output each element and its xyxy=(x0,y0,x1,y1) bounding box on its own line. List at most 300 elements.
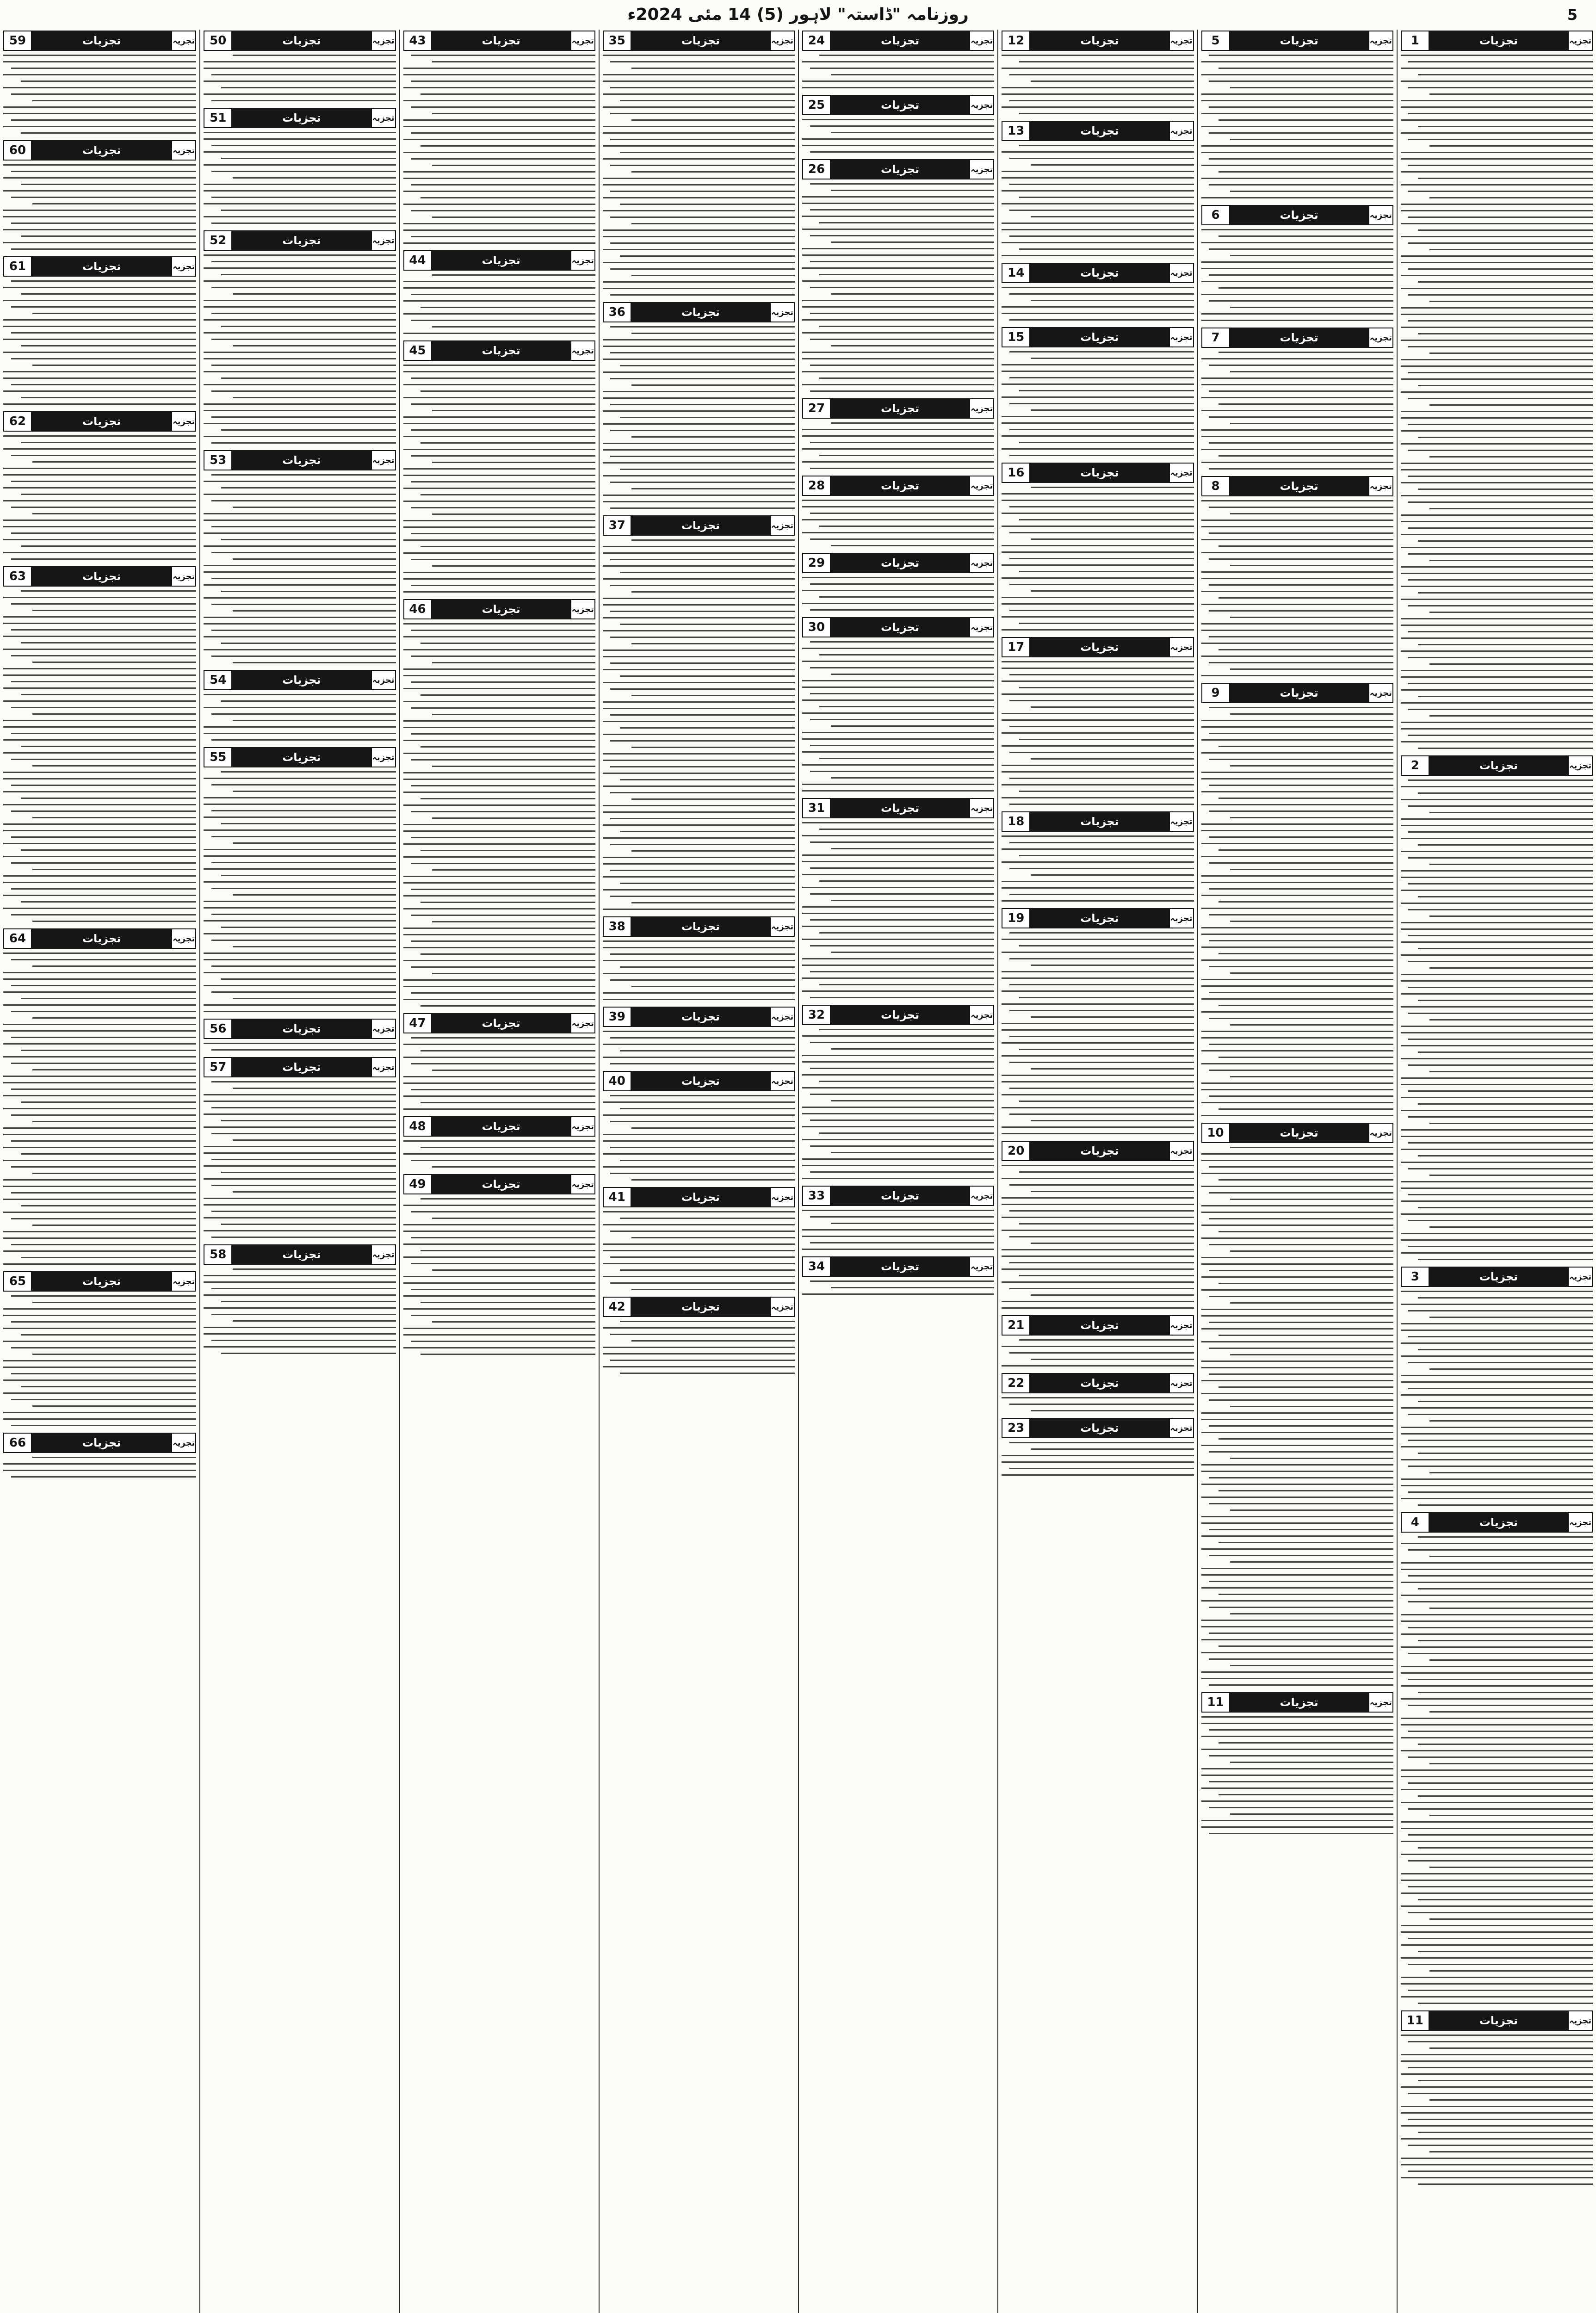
text-line xyxy=(1401,2060,1593,2062)
text-line xyxy=(32,869,197,870)
news-item xyxy=(204,107,396,224)
text-line xyxy=(603,55,795,56)
news-item-number: 46 xyxy=(403,599,432,619)
news-item-tag: تجزیہ xyxy=(371,31,396,51)
news-item xyxy=(1002,462,1194,631)
text-line xyxy=(1219,597,1393,599)
text-line xyxy=(204,617,396,618)
text-line xyxy=(1201,1380,1393,1381)
text-line xyxy=(3,1056,196,1058)
text-line xyxy=(32,1173,197,1174)
text-line xyxy=(233,293,396,295)
text-line xyxy=(610,404,795,405)
text-line xyxy=(610,818,795,819)
text-line xyxy=(1429,353,1593,354)
news-item-number: 29 xyxy=(802,553,831,573)
text-line xyxy=(1401,1304,1593,1305)
text-line xyxy=(3,1179,196,1181)
text-line xyxy=(11,733,197,734)
text-line xyxy=(1429,612,1593,613)
text-line xyxy=(1209,1451,1393,1453)
text-line xyxy=(1418,748,1593,749)
text-line xyxy=(1408,831,1593,833)
text-line xyxy=(620,1160,795,1161)
text-line xyxy=(1209,1018,1393,1019)
news-item-number: 32 xyxy=(802,1005,831,1025)
text-line xyxy=(1209,1477,1393,1478)
text-line xyxy=(1209,1684,1393,1686)
text-line xyxy=(1002,971,1194,972)
text-line xyxy=(1009,455,1194,456)
text-line xyxy=(1429,456,1593,458)
text-line xyxy=(1201,152,1393,153)
text-line xyxy=(1002,1023,1194,1024)
text-line xyxy=(221,210,396,211)
text-line xyxy=(1429,1711,1593,1713)
text-line xyxy=(32,1069,197,1070)
news-item xyxy=(802,797,994,998)
text-line xyxy=(1031,590,1194,592)
text-line xyxy=(1401,1925,1593,1926)
news-item-section-title: تجزیات xyxy=(432,340,570,361)
text-line xyxy=(1401,1620,1593,1622)
news-item-section-title: تجزیات xyxy=(32,566,171,587)
text-line xyxy=(211,578,396,579)
news-item-tag: تجزیہ xyxy=(371,747,396,767)
text-line xyxy=(1019,61,1194,62)
text-line xyxy=(1002,306,1194,308)
text-line xyxy=(233,946,396,947)
text-line xyxy=(802,1113,994,1114)
text-line xyxy=(831,132,994,133)
text-line xyxy=(1429,1970,1593,1972)
text-line xyxy=(1401,1789,1593,1790)
text-line xyxy=(3,1263,196,1265)
text-line xyxy=(432,326,595,328)
text-line xyxy=(204,797,396,798)
text-line xyxy=(802,80,994,82)
text-line xyxy=(1201,320,1393,321)
text-line xyxy=(211,1288,396,1289)
text-line xyxy=(1201,1600,1393,1602)
news-item-number: 25 xyxy=(802,95,831,115)
text-line xyxy=(1219,1057,1393,1058)
news-item-header xyxy=(403,598,595,620)
news-item-tag: تجزیہ xyxy=(570,599,595,619)
text-line xyxy=(1009,1262,1194,1263)
text-line xyxy=(1201,739,1393,741)
text-line xyxy=(403,960,595,961)
news-item-body xyxy=(1002,661,1194,805)
text-line xyxy=(1401,223,1593,224)
text-line xyxy=(1408,61,1593,62)
news-item xyxy=(802,475,994,546)
text-line xyxy=(620,1218,795,1219)
text-line xyxy=(1401,119,1593,121)
text-line xyxy=(411,403,595,405)
text-line xyxy=(1429,93,1593,95)
text-line xyxy=(610,1360,795,1361)
text-line xyxy=(1401,1957,1593,1959)
text-line xyxy=(1429,1420,1593,1422)
text-line xyxy=(1002,151,1194,153)
text-line xyxy=(1002,1365,1194,1367)
text-line xyxy=(802,699,994,701)
text-line xyxy=(411,1237,595,1238)
text-line xyxy=(610,1173,795,1174)
text-line xyxy=(1201,1736,1393,1737)
news-item-body xyxy=(3,1457,196,1478)
text-line xyxy=(403,649,595,650)
text-line xyxy=(1201,1678,1393,1679)
text-line xyxy=(1219,798,1393,799)
text-line xyxy=(1401,2035,1593,2036)
text-line xyxy=(233,720,396,721)
text-line xyxy=(1418,1795,1593,1797)
news-item-section-title: تجزیات xyxy=(1030,263,1169,283)
text-line xyxy=(810,1042,995,1043)
text-line xyxy=(1019,687,1194,688)
text-line xyxy=(610,870,795,871)
text-line xyxy=(3,739,196,741)
news-item xyxy=(403,249,595,334)
news-item-header xyxy=(603,1006,795,1028)
text-line xyxy=(204,93,396,95)
text-line xyxy=(810,1119,995,1121)
news-item-header xyxy=(403,1173,595,1195)
text-line xyxy=(1201,410,1393,411)
text-line xyxy=(1219,352,1393,353)
text-line xyxy=(631,643,795,644)
text-line xyxy=(233,791,396,792)
text-line xyxy=(603,578,795,580)
text-line xyxy=(1002,732,1194,734)
text-line xyxy=(3,326,196,327)
page-number: 5 xyxy=(1567,6,1577,24)
text-line xyxy=(3,1231,196,1232)
news-item-body xyxy=(603,55,795,296)
news-item-tag: تجزیہ xyxy=(371,450,396,470)
text-line xyxy=(1418,1349,1593,1350)
text-line xyxy=(204,868,396,870)
text-line xyxy=(204,804,396,805)
text-line xyxy=(1201,1412,1393,1414)
text-line xyxy=(1219,1005,1393,1006)
news-item-header xyxy=(1002,1417,1194,1439)
text-line xyxy=(603,397,795,399)
text-line xyxy=(11,1063,197,1064)
news-item-header xyxy=(802,397,994,420)
text-line xyxy=(221,1172,396,1173)
text-line xyxy=(403,830,595,832)
text-line xyxy=(1408,987,1593,988)
text-line xyxy=(620,883,795,884)
text-line xyxy=(603,501,795,502)
news-item-header xyxy=(1002,810,1194,833)
text-line xyxy=(810,513,995,514)
text-line xyxy=(1031,706,1194,708)
text-line xyxy=(1002,229,1194,230)
text-line xyxy=(819,1081,994,1082)
text-line xyxy=(11,759,197,760)
news-item-header xyxy=(3,1270,196,1293)
text-line xyxy=(204,571,396,573)
news-item xyxy=(1401,30,1593,749)
text-line xyxy=(1408,294,1593,296)
text-line xyxy=(1002,364,1194,365)
news-item-tag: تجزیہ xyxy=(171,1271,196,1292)
text-line xyxy=(610,242,795,244)
text-line xyxy=(403,947,595,948)
text-line xyxy=(1209,274,1393,276)
news-item-tag: تجزیہ xyxy=(1568,1267,1593,1287)
news-item-tag: تجزیہ xyxy=(770,1297,795,1317)
text-line xyxy=(802,913,994,914)
text-line xyxy=(1009,158,1194,159)
news-item-body xyxy=(1002,1442,1194,1476)
text-line xyxy=(1009,532,1194,533)
text-line xyxy=(1401,1026,1593,1027)
news-item xyxy=(3,928,196,1265)
text-line xyxy=(1219,746,1393,747)
text-line xyxy=(1408,1731,1593,1732)
text-line xyxy=(11,810,197,812)
text-line xyxy=(631,333,795,334)
news-item-tag: تجزیہ xyxy=(1368,1692,1393,1713)
text-line xyxy=(1429,663,1593,665)
text-line xyxy=(1209,1729,1393,1731)
text-line xyxy=(1401,618,1593,619)
text-line xyxy=(1209,1581,1393,1582)
text-line xyxy=(11,985,197,986)
text-line xyxy=(1002,887,1194,889)
text-line xyxy=(221,700,396,702)
text-line xyxy=(603,973,795,974)
text-line xyxy=(1209,532,1393,534)
news-item-number: 63 xyxy=(3,566,32,587)
text-line xyxy=(1401,1698,1593,1700)
news-item-tag: تجزیہ xyxy=(171,411,196,432)
text-line xyxy=(1230,87,1393,88)
text-line xyxy=(802,680,994,681)
text-line xyxy=(1002,1301,1194,1302)
text-line xyxy=(3,823,196,825)
news-grid xyxy=(0,30,1596,2313)
text-line xyxy=(21,397,197,398)
news-item-body xyxy=(3,280,196,405)
text-line xyxy=(1230,191,1393,192)
text-line xyxy=(603,229,795,231)
text-line xyxy=(1031,164,1194,166)
news-item-number: 13 xyxy=(1002,121,1030,141)
text-line xyxy=(631,850,795,852)
text-line xyxy=(610,740,795,742)
text-line xyxy=(32,713,197,715)
text-line xyxy=(221,87,396,88)
text-line xyxy=(1401,1006,1593,1008)
news-item xyxy=(3,565,196,922)
text-line xyxy=(610,844,795,845)
text-line xyxy=(603,1263,795,1264)
text-line xyxy=(603,837,795,839)
news-item-number: 27 xyxy=(802,398,831,419)
news-item-body xyxy=(403,55,595,244)
text-line xyxy=(819,758,994,759)
text-line xyxy=(1201,126,1393,127)
news-item-section-title: تجزیات xyxy=(631,515,770,536)
text-line xyxy=(603,475,795,476)
news-item-body xyxy=(3,435,196,560)
text-line xyxy=(631,436,795,438)
text-line xyxy=(819,596,994,598)
text-line xyxy=(1002,1249,1194,1250)
news-item-body xyxy=(403,1140,595,1168)
text-line xyxy=(211,1340,396,1341)
text-line xyxy=(1201,397,1393,398)
text-line xyxy=(1031,358,1194,359)
text-line xyxy=(1201,1471,1393,1472)
text-line xyxy=(802,203,994,204)
text-line xyxy=(221,823,396,824)
text-line xyxy=(1230,423,1393,424)
text-line xyxy=(802,958,994,959)
text-line xyxy=(211,171,396,172)
text-line xyxy=(1201,281,1393,282)
text-line xyxy=(3,177,196,179)
news-item-number: 31 xyxy=(802,798,831,818)
text-line xyxy=(1429,1368,1593,1370)
text-line xyxy=(3,190,196,192)
text-line xyxy=(1401,851,1593,852)
text-line xyxy=(1209,733,1393,734)
text-line xyxy=(204,61,396,62)
news-item-section-title: تجزیات xyxy=(831,1005,969,1025)
text-line xyxy=(1408,372,1593,373)
text-line xyxy=(1201,1212,1393,1213)
text-line xyxy=(1401,974,1593,975)
text-line xyxy=(1408,450,1593,451)
text-line xyxy=(1031,538,1194,540)
text-line xyxy=(1209,1095,1393,1097)
text-line xyxy=(1201,1464,1393,1466)
text-line xyxy=(204,403,396,405)
text-line xyxy=(1401,1880,1593,1881)
text-line xyxy=(204,694,396,695)
text-line xyxy=(1002,545,1194,546)
text-line xyxy=(233,1139,396,1141)
text-line xyxy=(1201,578,1393,579)
text-line xyxy=(411,210,595,211)
text-line xyxy=(1019,248,1194,250)
text-line xyxy=(11,1218,197,1219)
text-line xyxy=(1408,579,1593,581)
text-line xyxy=(603,1166,795,1168)
text-line xyxy=(603,423,795,425)
text-line xyxy=(204,907,396,909)
news-item-section-title: تجزیات xyxy=(232,1244,371,1265)
text-line xyxy=(1401,1685,1593,1687)
text-line xyxy=(802,1055,994,1056)
text-line xyxy=(432,113,595,114)
text-line xyxy=(11,1244,197,1245)
news-item xyxy=(1002,907,1194,1134)
text-line xyxy=(204,254,396,256)
text-line xyxy=(3,287,196,288)
text-line xyxy=(1201,1102,1393,1103)
text-line xyxy=(1401,1666,1593,1667)
text-line xyxy=(1002,1094,1194,1095)
text-line xyxy=(432,766,595,767)
news-item-header xyxy=(3,410,196,433)
text-line xyxy=(1201,1225,1393,1226)
text-line xyxy=(1418,281,1593,283)
text-line xyxy=(603,760,795,761)
text-line xyxy=(1002,616,1194,618)
text-line xyxy=(411,1341,595,1342)
text-line xyxy=(1201,539,1393,540)
text-line xyxy=(1031,1448,1194,1450)
text-line xyxy=(1401,928,1593,930)
news-item-number: 53 xyxy=(204,450,232,470)
text-line xyxy=(3,500,196,501)
text-line xyxy=(1002,223,1194,224)
news-item-body xyxy=(802,500,994,546)
news-item-section-title: تجزیات xyxy=(432,1013,570,1033)
text-line xyxy=(810,125,995,127)
text-line xyxy=(403,701,595,702)
text-line xyxy=(411,158,595,160)
text-line xyxy=(11,1192,197,1194)
text-line xyxy=(1401,838,1593,839)
text-line xyxy=(1009,403,1194,404)
text-line xyxy=(610,1063,795,1064)
text-line xyxy=(1401,2177,1593,2178)
text-line xyxy=(1219,119,1393,121)
text-line xyxy=(21,545,197,547)
text-line xyxy=(411,507,595,508)
text-line xyxy=(211,390,396,392)
text-line xyxy=(403,668,595,670)
text-line xyxy=(1401,430,1593,432)
text-line xyxy=(1401,1381,1593,1383)
news-item xyxy=(1002,1372,1194,1411)
text-line xyxy=(1201,1173,1393,1174)
text-line xyxy=(1429,301,1593,302)
text-line xyxy=(603,960,795,961)
text-line xyxy=(1019,390,1194,391)
text-line xyxy=(1019,442,1194,443)
text-line xyxy=(1002,313,1194,314)
text-line xyxy=(1418,1453,1593,1454)
text-line xyxy=(1201,1031,1393,1032)
text-line xyxy=(802,874,994,875)
text-line xyxy=(620,779,795,780)
text-line xyxy=(610,766,795,767)
text-line xyxy=(204,138,396,140)
news-item-body xyxy=(204,771,396,1012)
text-line xyxy=(802,448,994,450)
text-line xyxy=(1230,255,1393,256)
news-item-header xyxy=(1401,2010,1593,2032)
text-line xyxy=(211,74,396,75)
text-line xyxy=(603,617,795,618)
text-line xyxy=(204,1198,396,1199)
text-line xyxy=(1031,1359,1194,1360)
text-line xyxy=(1408,1912,1593,1913)
text-line xyxy=(802,822,994,823)
text-line xyxy=(610,216,795,218)
news-item-body xyxy=(1002,351,1194,456)
